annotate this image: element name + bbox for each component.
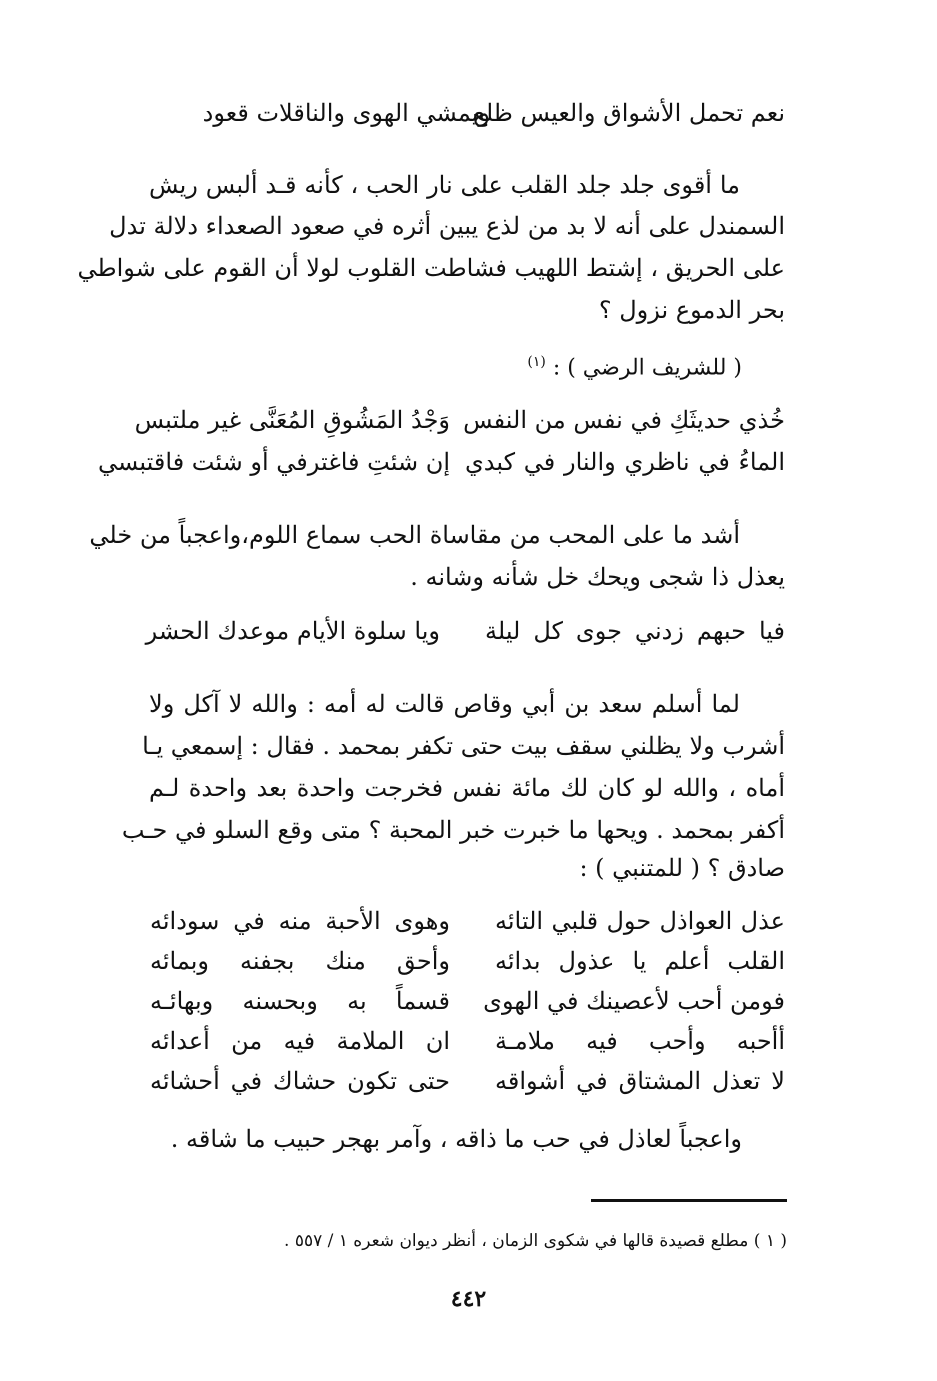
- verse-8-second-hemistich: حتى تكون حشاك في أحشائه: [150, 1067, 450, 1095]
- paragraph-1-line-1: ما أقوى جلد جلد القلب على نار الحب ، كأنه قـد ألبس ريش: [149, 171, 740, 199]
- footnote-marker: (١): [527, 354, 546, 370]
- paragraph-3-line-3: أماه ، والله لو كان لك مائة نفس فخرجت واحدة بعد واحدة لـم: [149, 774, 785, 802]
- top-verse-first-hemistich: نعم تحمل الأشواق والعيس ظلع: [473, 99, 785, 127]
- verse-1-second-hemistich: وَجْدُ المَشُوقِ المُعَنَّى غير ملتبس: [134, 406, 450, 434]
- paragraph-3-line-1: لما أسلم سعد بن أبي وقاص قالت له أمه : والله لا آكل ولا: [149, 690, 740, 718]
- footnote-divider: [591, 1199, 787, 1202]
- paragraph-3-line-2: أشرب ولا يظلني سقف بيت حتى تكفر بمحمد . فقال : إسمعي يـا: [142, 732, 785, 760]
- footnote-text: ( ١ ) مطلع قصيدة قالها في شكوى الزمان ، أنظر ديوان شعره ١ / ٥٥٧ .: [284, 1231, 787, 1251]
- verse-8-first-hemistich: لا تعذل المشتاق في أشواقه: [495, 1067, 785, 1095]
- verse-4-first-hemistich: عذل العواذل حول قلبي التائه: [495, 907, 785, 935]
- poet-heading-sharif-radi: [527, 347, 742, 383]
- paragraph-1-line-4: بحر الدموع نزول ؟: [598, 296, 785, 324]
- verse-6-first-hemistich: فومن أحب لأعصينك في الهوى: [483, 987, 785, 1015]
- closing-sentence: واعجباً لعاذل في حب ما ذاقه ، وآمر بهجر حبيب ما شاقه .: [170, 1125, 742, 1153]
- verse-6-second-hemistich: قسماً به وبحسنه وبهائـه: [150, 987, 450, 1015]
- verse-4-second-hemistich: وهوى الأحبة منه في سودائه: [150, 907, 450, 935]
- verse-3-second-hemistich: ويا سلوة الأيام موعدك الحشر: [145, 617, 440, 645]
- verse-2-first-hemistich: الماءُ في ناظري والنار في كبدي: [465, 448, 785, 476]
- verse-5-first-hemistich: القلب أعلم يا عذول بدائه: [495, 947, 785, 975]
- verse-7-first-hemistich: أأحبه وأحب فيه ملامـة: [495, 1027, 785, 1055]
- paragraph-1-line-3: على الحريق ، إشتط اللهيب فشاطت القلوب لولا أن القوم على شواطي: [77, 254, 785, 282]
- verse-7-second-hemistich: ان الملامة فيه من أعدائه: [150, 1027, 450, 1055]
- verse-2-second-hemistich: إن شئتِ فاغترفي أو شئت فاقتبسي: [98, 448, 450, 476]
- poet-heading-text: ( للشريف الرضي ) :: [552, 355, 742, 381]
- page-number: ٤٤٢: [450, 1286, 487, 1312]
- paragraph-1-line-2: السمندل على أنه لا بد من لذع يبين أثره في صعود الصعداء دلالة تدل: [109, 212, 785, 240]
- paragraph-2-line-2: يعذل ذا شجى ويحك خل شأنه وشانه .: [410, 563, 785, 591]
- top-verse-second-hemistich: ويمشي الهوى والناقلات قعود: [202, 99, 490, 127]
- paragraph-2-line-1: أشد ما على المحب من مقاساة الحب سماع اللوم،واعجباً من خلي: [89, 521, 740, 549]
- verse-3-first-hemistich: فيا حبهم زدني جوى كل ليلة: [485, 617, 785, 645]
- paragraph-3-line-4: أكفر بمحمد . ويحها ما خبرت خبر المحبة ؟ متى وقع السلو في حـب: [121, 816, 785, 844]
- paragraph-3-line-5: صادق ؟ ( للمتنبي ) :: [579, 854, 785, 882]
- verse-1-first-hemistich: خُذي حديثَكِ في نفس من النفس: [463, 406, 785, 434]
- verse-5-second-hemistich: وأحق منك بجفنه وبمائه: [150, 947, 450, 975]
